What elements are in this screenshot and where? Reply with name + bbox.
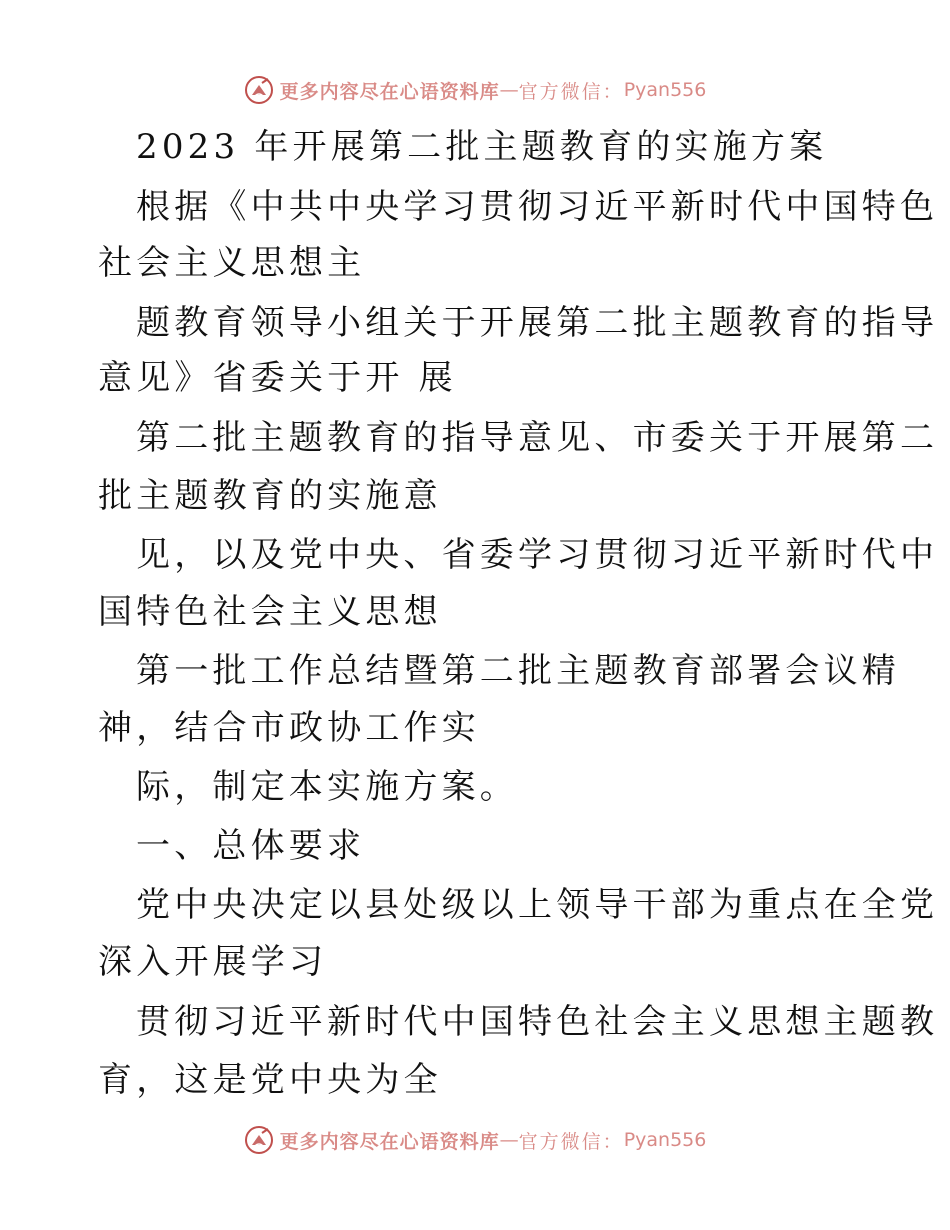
paragraph-line: 第二批主题教育的指导意见、市委关于开展第二 [136,418,939,458]
paragraph-line: 意见》省委关于开 展 [98,358,457,398]
paragraph-line: 神，结合市政协工作实 [98,708,480,748]
paragraph-line: 深入开展学习 [98,942,328,982]
watermark-separator: — [499,79,519,101]
paragraph-line: 国特色社会主义思想 [98,592,442,632]
watermark-site-text: 更多内容尽在心语资料库 [279,1130,500,1153]
paragraph-line: 党中央决定以县处级以上领导干部为重点在全党 [136,885,939,925]
paragraph-line: 贯彻习近平新时代中国特色社会主义思想主题教 [136,1002,939,1042]
paragraph-line: 第一批工作总结暨第二批主题教育部署会议精 [136,651,900,691]
paragraph-line: 社会主义思想主 [98,243,366,283]
paragraph-line: 根据《中共中央学习贯彻习近平新时代中国特色 [136,187,939,227]
footer-watermark [0,1120,950,1160]
paragraph-line: 际，制定本实施方案。 [136,767,518,807]
paragraph-line: 育，这是党中央为全 [98,1060,442,1100]
paragraph-line: 题教育领导小组关于开展第二批主题教育的指导 [136,303,939,343]
section-heading: 一、总体要求 [136,826,366,866]
paragraph-line: 见，以及党中央、省委学习贯彻习近平新时代中 [136,535,939,575]
document-title: 2023 年开展第二批主题教育的实施方案 [136,127,828,167]
paragraph-line: 批主题教育的实施意 [98,476,442,516]
watermark-wechat-label: 官方微信： [518,80,624,103]
watermark-wechat-id: Pyan556 [623,1129,707,1151]
book-pen-logo-icon [244,1125,274,1155]
watermark-separator: — [499,1129,519,1151]
watermark-wechat-id: Pyan556 [623,79,707,101]
watermark-site-text: 更多内容尽在心语资料库 [279,80,500,103]
watermark-wechat-label: 官方微信： [518,1130,624,1153]
